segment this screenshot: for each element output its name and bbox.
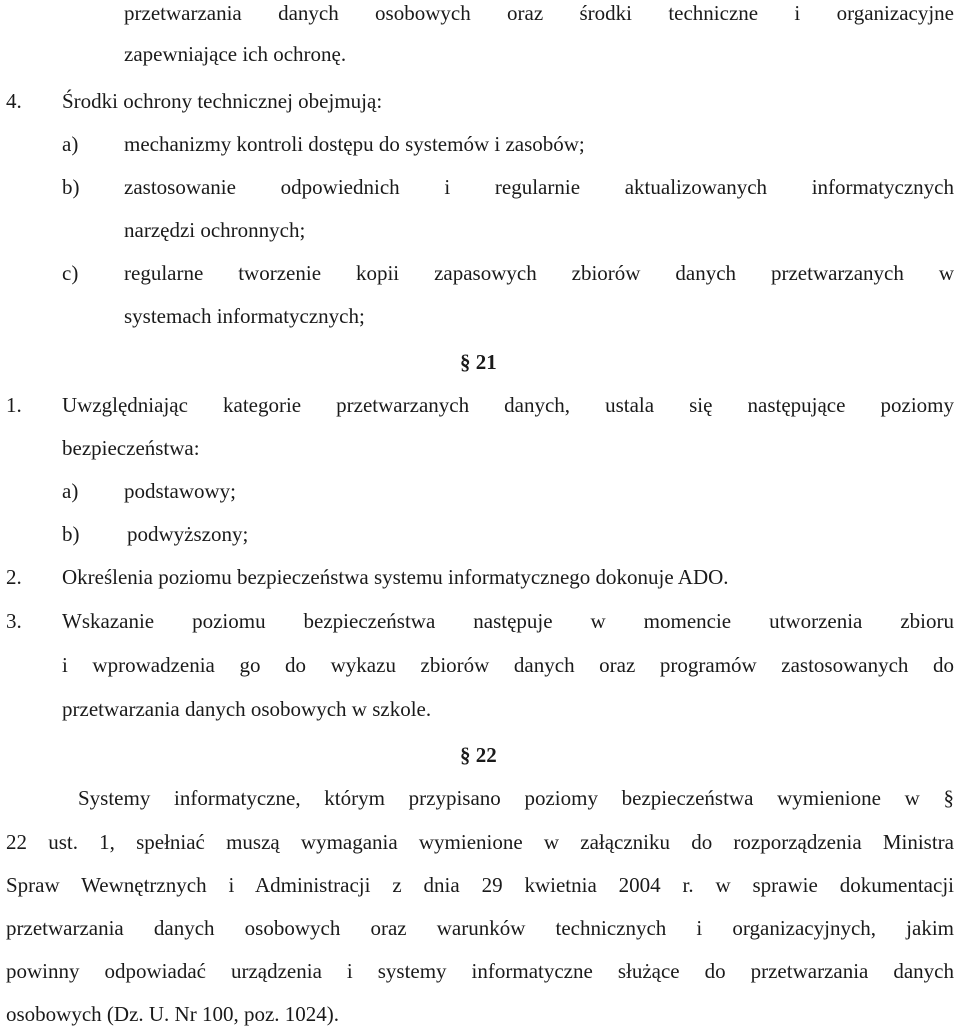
s21-item-1-line-2: bezpieczeństwa: [62,436,200,460]
s21-item-1-number: 1. [6,393,22,417]
item-4-number: 4. [6,89,22,113]
sub-c-marker: c) [62,261,79,285]
s21-item-2-number: 2. [6,565,22,589]
s22-line-4: przetwarzania danych osobowych oraz warunków technicznych i organizacyjnych, jakim [6,916,954,940]
s22-line-2: 22 ust. 1, spełniać muszą wymagania wymienione w załączniku do rozporządzenia Ministra [6,830,954,854]
s21-item-3-line-3: przetwarzania danych osobowych w szkole. [62,697,432,721]
sub-a-text: mechanizmy kontroli dostępu do systemów i zasobów; [124,132,585,156]
s22-line-5: powinny odpowiadać urządzenia i systemy informatyczne służące do przetwarzania danych [6,959,954,983]
item-4-text: Środki ochrony technicznej obejmują: [62,89,383,113]
s21-item-2-text: Określenia poziomu bezpieczeństwa systemu informatycznego dokonuje ADO. [62,565,729,589]
sub-b-line-2: narzędzi ochronnych; [124,218,306,242]
s22-line-6: osobowych (Dz. U. Nr 100, poz. 1024). [6,1002,340,1026]
sub-a-marker: a) [62,132,79,156]
s21-item-3-number: 3. [6,609,22,633]
s21-sub-b-text: podwyższony; [127,522,249,546]
s22-line-1: Systemy informatyczne, którym przypisano poziomy bezpieczeństwa wymienione w § [78,786,954,810]
s21-item-3-line-2: i wprowadzenia go do wykazu zbiorów danych oraz programów zastosowanych do [62,653,954,677]
s21-item-1-line-1: Uwzględniając kategorie przetwarzanych danych, ustala się następujące poziomy [62,393,954,417]
sub-b-marker: b) [62,175,80,199]
s21-sub-a-text: podstawowy; [124,479,236,503]
s22-line-3: Spraw Wewnętrznych i Administracji z dnia 29 kwietnia 2004 r. w sprawie dokumentacji [6,873,954,897]
section-21-heading: § 21 [460,350,497,374]
sub-c-line-2: systemach informatycznych; [124,304,365,328]
continuation-line-1: przetwarzania danych osobowych oraz środki techniczne i organizacyjne [124,1,954,25]
section-22-heading: § 22 [460,743,497,767]
sub-c-line-1: regularne tworzenie kopii zapasowych zbiorów danych przetwarzanych w [124,261,954,285]
continuation-line-2: zapewniające ich ochronę. [124,42,347,66]
s21-sub-b-marker: b) [62,522,80,546]
s21-item-3-line-1: Wskazanie poziomu bezpieczeństwa następuje w momencie utworzenia zbioru [62,609,954,633]
s21-sub-a-marker: a) [62,479,79,503]
sub-b-line-1: zastosowanie odpowiednich i regularnie aktualizowanych informatycznych [124,175,954,199]
